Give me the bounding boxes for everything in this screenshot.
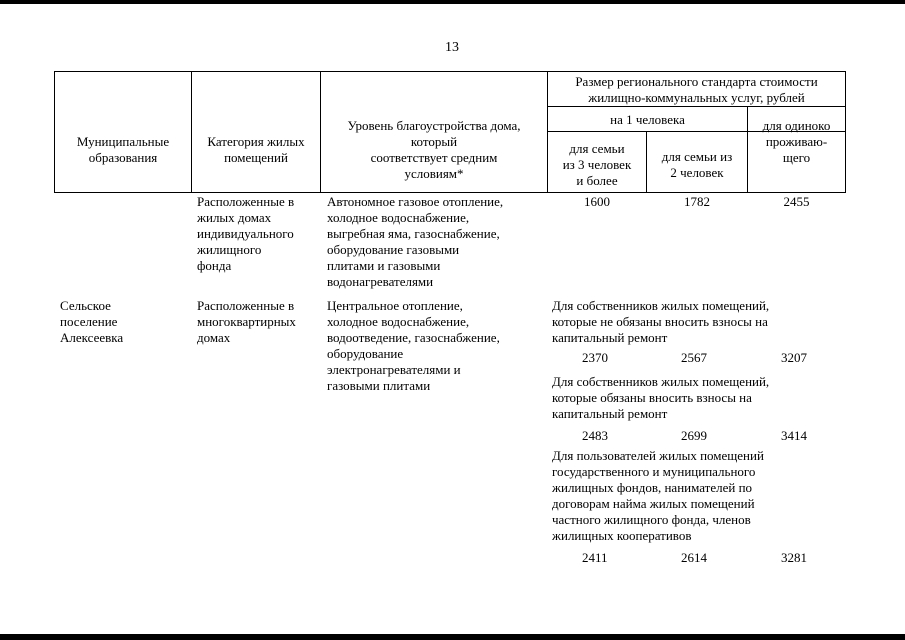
bottom-border bbox=[0, 634, 905, 640]
group2-value-single: 3414 bbox=[781, 428, 807, 443]
header-bottom-rule bbox=[54, 192, 846, 193]
group3-value-family3: 2411 bbox=[582, 550, 608, 565]
row1-value-single: 2455 bbox=[783, 194, 810, 209]
header-rule-1 bbox=[547, 106, 846, 107]
group2-description: Для собственников жилых помещений, которые обязаны вносить взносы на капитальный ремонт bbox=[552, 374, 770, 421]
municipality-name: Сельское поселение Алексеевка bbox=[60, 298, 124, 345]
group2-value-family3: 2483 bbox=[582, 428, 608, 443]
table-top-rule bbox=[54, 71, 846, 72]
header-standard-size: Размер регионального стандарта стоимости жилищно-коммунальных услуг, рублей bbox=[575, 74, 818, 105]
group3-description: Для пользователей жилых помещений государственного и муниципального жилищных фондов, нанимателей по договорам найма жилых помещений частного жилищного фонда, членов жилищных кооперативов bbox=[552, 448, 764, 543]
page-number: 13 bbox=[445, 40, 459, 55]
header-family2: для семьи из 2 человек bbox=[661, 149, 733, 180]
vrule-right bbox=[845, 71, 846, 193]
row2-category: Расположенные в многоквартирных домах bbox=[197, 298, 296, 345]
row2-level: Центральное отопление, холодное водоснабжение, водоотведение, газоснабжение, оборудование электронагревателями и газовыми плитами bbox=[327, 298, 500, 393]
vrule-1 bbox=[191, 71, 192, 193]
group1-value-family2: 2567 bbox=[681, 350, 707, 365]
header-category: Категория жилых помещений bbox=[207, 134, 305, 165]
group3-value-family2: 2614 bbox=[681, 550, 707, 565]
header-per-person: на 1 человека bbox=[610, 112, 685, 127]
row1-value-family3: 1600 bbox=[584, 194, 610, 209]
vrule-left bbox=[54, 71, 55, 193]
group1-value-family3: 2370 bbox=[582, 350, 608, 365]
header-family3: для семьи из 3 человек и более bbox=[562, 141, 632, 188]
top-border bbox=[0, 0, 905, 4]
header-municipality: Муниципальные образования bbox=[76, 134, 170, 165]
row1-level: Автономное газовое отопление, холодное водоснабжение, выгребная яма, газоснабжение, оборудование газовыми плитами и газовыми водонагревателями bbox=[327, 194, 504, 289]
header-level: Уровень благоустройства дома, который соответствует средним условиям* bbox=[347, 118, 521, 181]
row1-value-family2: 1782 bbox=[684, 194, 710, 209]
group3-value-single: 3281 bbox=[781, 550, 807, 565]
group1-value-single: 3207 bbox=[781, 350, 807, 365]
group1-description: Для собственников жилых помещений, которые не обязаны вносить взносы на капитальный ремонт bbox=[552, 298, 770, 345]
group2-value-family2: 2699 bbox=[681, 428, 707, 443]
header-single: для одиноко проживаю- щего bbox=[762, 118, 831, 165]
row1-category: Расположенные в жилых домах индивидуального жилищного фонда bbox=[197, 194, 295, 273]
